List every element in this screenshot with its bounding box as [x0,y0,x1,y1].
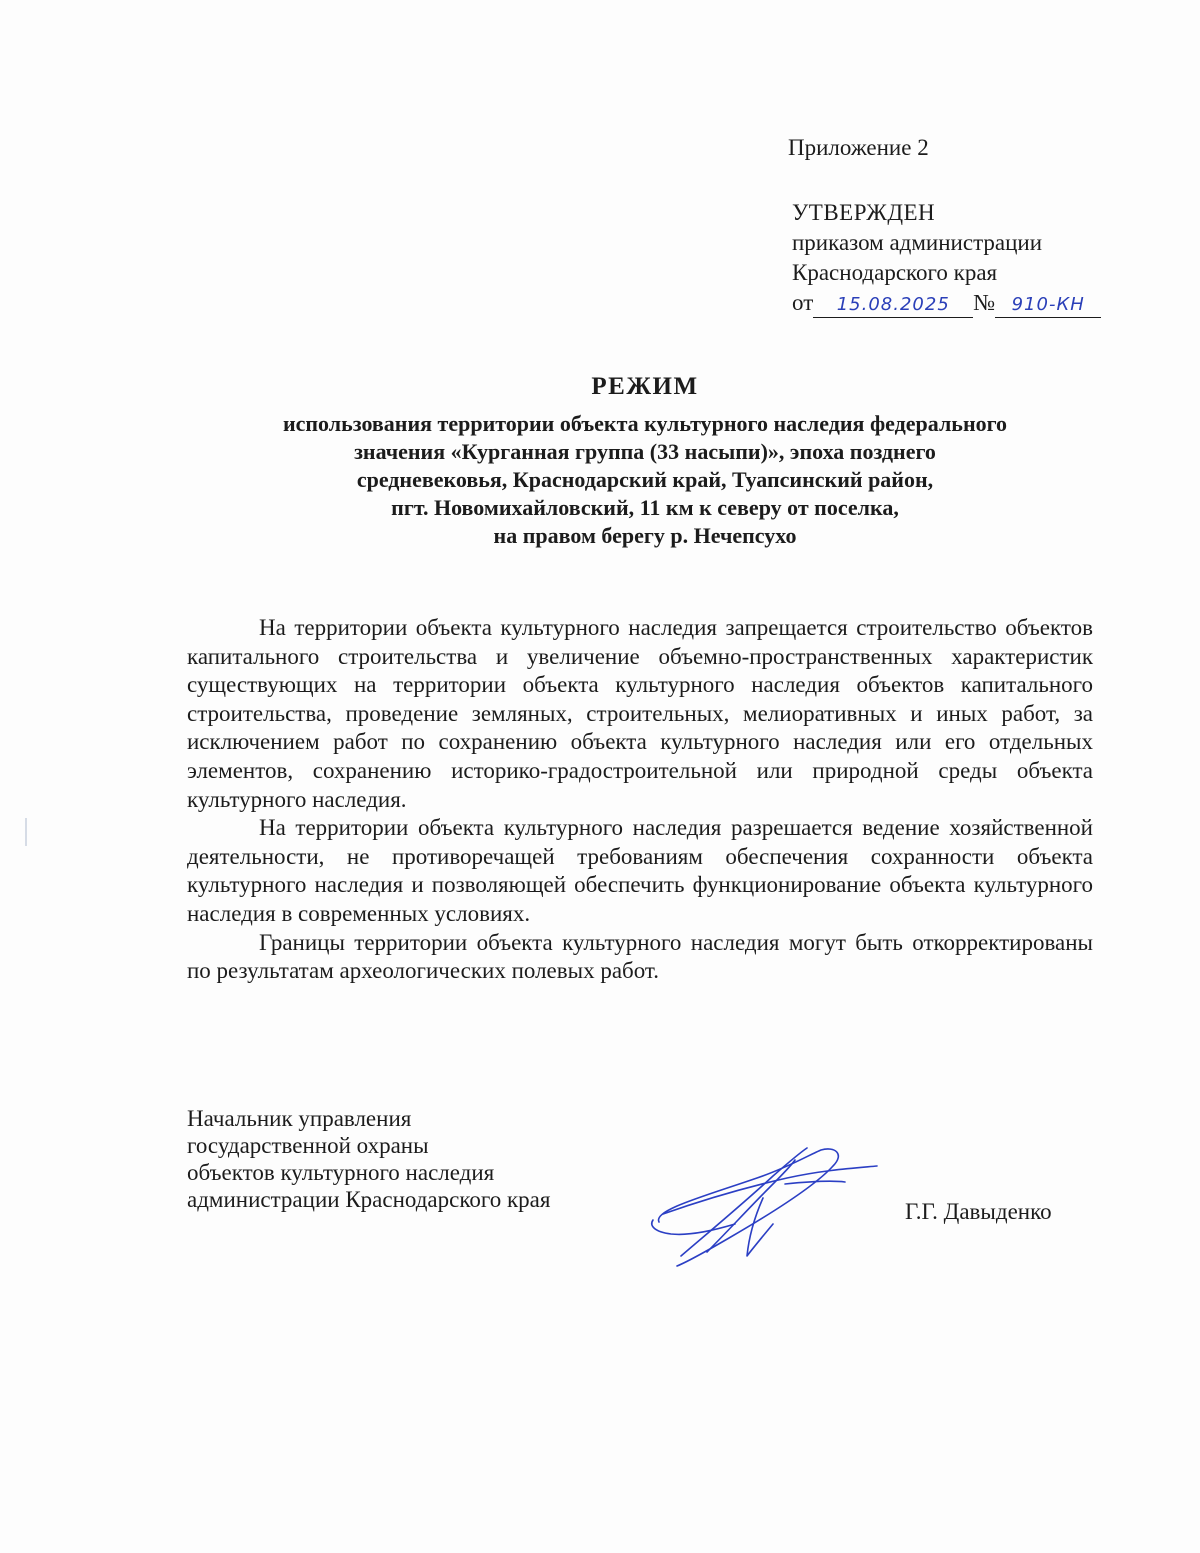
document-subtitle [150,410,1140,550]
signer-position [187,1105,550,1213]
position-line: администрации Краснодарского края [187,1187,551,1212]
document-body [187,614,1093,986]
subtitle-line: на правом берегу р. Нечепсухо [493,523,797,548]
approval-line-1: приказом администрации [792,230,1043,255]
approval-block [792,198,1132,318]
approval-title: УТВЕРЖДЕН [792,200,936,225]
body-paragraph: Границы территории объекта культурного наследия могут быть откорректированы по результатам археологических полевых работ. [187,929,1093,984]
subtitle-line: использования территории объекта культурного наследия федерального [282,411,1008,436]
handwritten-date: 15.08.2025 [813,293,973,318]
document-title: РЕЖИМ [591,373,699,400]
handwritten-number: 910-КН [995,293,1101,318]
approval-line-2: Краснодарского края [792,260,998,285]
position-line: Начальник управления [187,1106,412,1131]
approval-date-line [792,288,1132,318]
number-prefix: № [973,290,996,315]
date-prefix: от [792,290,814,315]
handwritten-signature-icon [645,1140,895,1270]
position-line: объектов культурного наследия [187,1160,495,1185]
signer-name: Г.Г. Давыденко [905,1199,1052,1224]
appendix-label: Приложение 2 [788,135,929,160]
subtitle-line: средневековья, Краснодарский край, Туапсинский район, [356,467,934,492]
scan-artifact [25,818,27,846]
position-line: государственной охраны [187,1133,429,1158]
body-paragraph: На территории объекта культурного наследия запрещается строительство объектов капитального строительства и увеличение объемно-пространственных характеристик существующих на территории объекта культурного наследия объектов капитального строительства, проведение земляных, строительных, мелиоративных и иных работ, за исключением работ по сохранению объекта культурного наследия или его отдельных элементов, сохранению историко-градостроительной или природной среды объекта культурного наследия. [187,615,1093,812]
body-paragraph: На территории объекта культурного наследия разрешается ведение хозяйственной деятельности, не противоречащей требованиям обеспечения сохранности объекта культурного наследия и позволяющей обеспечить функционирование объекта культурного наследия в современных условиях. [187,815,1093,926]
subtitle-line: значения «Курганная группа (33 насыпи)», эпоха позднего [354,439,936,464]
subtitle-line: пгт. Новомихайловский, 11 км к северу от поселка, [391,495,899,520]
